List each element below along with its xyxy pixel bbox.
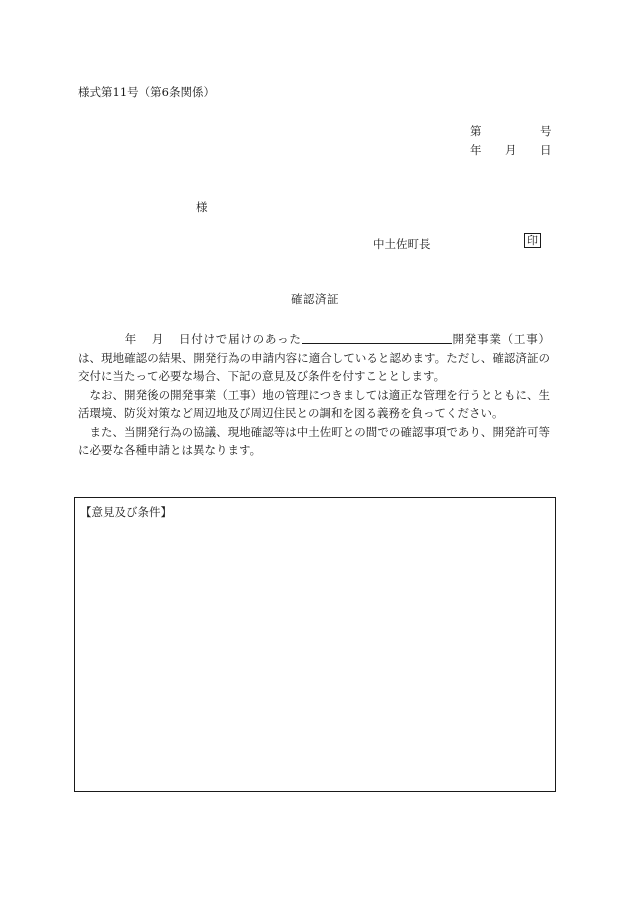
body-paragraph-2: なお、開発後の開発事業（工事）地の管理につきましては適正な管理を行うとともに、生活環境、防災対策など周辺地及び周辺住民との調和を図る義務を負ってください。 (78, 387, 550, 420)
document-title: 確認済証 (291, 292, 339, 306)
conditions-label: 【意見及び条件】 (80, 505, 172, 519)
number-prefix: 第 (470, 124, 482, 138)
form-number: 様式第11号（第6条関係） (78, 85, 215, 99)
date-year: 年 (470, 143, 482, 157)
date-month: 月 (505, 143, 517, 157)
seal-mark: 印 (524, 233, 541, 248)
document-body (78, 330, 550, 460)
p1-year: 年 (124, 332, 138, 346)
date-day: 日 (540, 143, 552, 157)
issuer-name: 中土佐町長 (373, 237, 431, 251)
addressee-suffix: 様 (196, 200, 208, 214)
p1-month: 月 (151, 332, 165, 346)
p1-rest: 開発事業（工事）は、現地確認の結果、開発行為の申請内容に適合していると認めます。ただし、確認済証の交付に当たって必要な場合、下記の意見及び条件を付すこととします。 (78, 332, 551, 383)
conditions-box (74, 497, 556, 792)
p1-day-text: 日付けで届けのあった (178, 332, 302, 346)
body-paragraph-1 (78, 330, 550, 386)
body-paragraph-3: また、当開発行為の協議、現地確認等は中土佐町との間での確認事項であり、開発許可等に必要な各種申請とは異なります。 (78, 424, 550, 457)
number-suffix: 号 (540, 124, 552, 138)
project-name-blank[interactable] (302, 331, 452, 344)
